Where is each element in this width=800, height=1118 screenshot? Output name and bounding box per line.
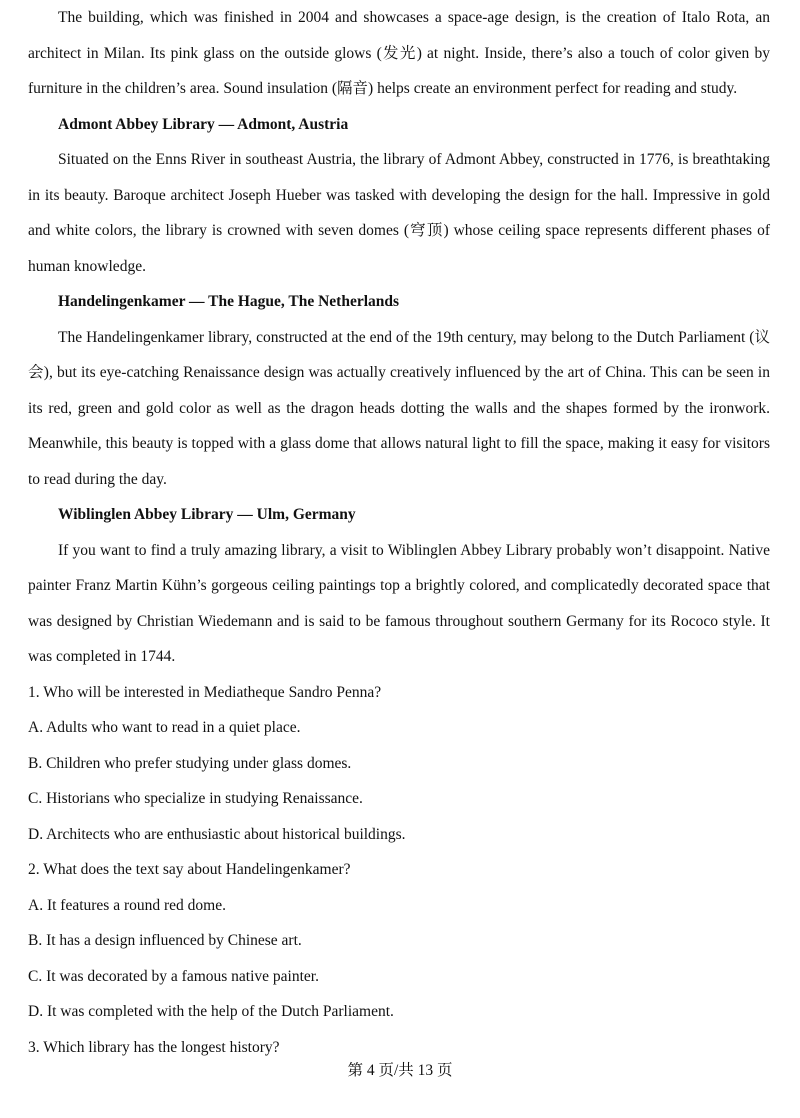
question-2-option-c: C. It was decorated by a famous native painter. <box>28 967 319 985</box>
question-2-option-a: A. It features a round red dome. <box>28 896 226 914</box>
question-2-prompt: 2. What does the text say about Handelingenkamer? <box>28 861 351 878</box>
question-3-prompt: 3. Which library has the longest history? <box>28 1038 280 1056</box>
question-2-option-b: B. It has a design influenced by Chinese art. <box>28 932 302 949</box>
question-1-prompt: 1. Who will be interested in Mediatheque Sandro Penna? <box>28 683 382 701</box>
question-1-option-a: A. Adults who want to read in a quiet place. <box>28 719 301 736</box>
passage-paragraph-wiblinglen: If you want to find a truly amazing library, a visit to Wiblinglen Abbey Library probably won’t disappoint. Native painter Franz Martin Kühn’s gorgeous ceiling paintings top a brightly colored, and complicatedly decorated space that was designed by Christian Wiedemann and is said to be famous throughout southern Germany for its Rococo style. It was completed in 1744. <box>28 541 770 665</box>
section-heading-admont: Admont Abbey Library — Admont, Austria <box>58 115 349 133</box>
question-1-option-d: D. Architects who are enthusiastic about historical buildings. <box>28 825 406 843</box>
question-2-option-d: D. It was completed with the help of the Dutch Parliament. <box>28 1003 394 1020</box>
passage-paragraph-mediatheque: The building, which was finished in 2004 and showcases a space-age design, is the creation of Italo Rota, an architect in Milan. Its pink glass on the outside glows (发光) at night. Inside, there’s also a touch of color given by furniture in the children’s area. Sound insulation (隔音) helps create an environment perfect for reading and study. <box>28 9 770 97</box>
passage-paragraph-admont: Situated on the Enns River in southeast Austria, the library of Admont Abbey, constructed in 1776, is breathtaking in its beauty. Baroque architect Joseph Hueber was tasked with developing the design for the hall. Impressive in gold and white colors, the library is crowned with seven domes (穹顶) whose ceiling space represents different phases of human knowledge. <box>28 151 770 275</box>
passage-paragraph-handelingenkamer: The Handelingenkamer library, constructed at the end of the 19th century, may belong to the Dutch Parliament (议会), but its eye-catching Renaissance design was actually creatively influenced by the art of China. This can be seen in its red, green and gold color as well as the dragon heads dotting the walls and the shapes formed by the ironwork. Meanwhile, this beauty is topped with a glass dome that allows natural light to fill the space, making it easy for visitors to read during the day. <box>28 328 770 488</box>
section-heading-wiblinglen: Wiblinglen Abbey Library — Ulm, Germany <box>58 506 356 523</box>
question-1-option-b: B. Children who prefer studying under glass domes. <box>28 754 352 772</box>
section-heading-handelingenkamer: Handelingenkamer — The Hague, The Netherlands <box>58 293 400 310</box>
question-1-option-c: C. Historians who specialize in studying Renaissance. <box>28 790 363 807</box>
page-number-indicator: 第 4 页/共 13 页 <box>347 1062 453 1079</box>
